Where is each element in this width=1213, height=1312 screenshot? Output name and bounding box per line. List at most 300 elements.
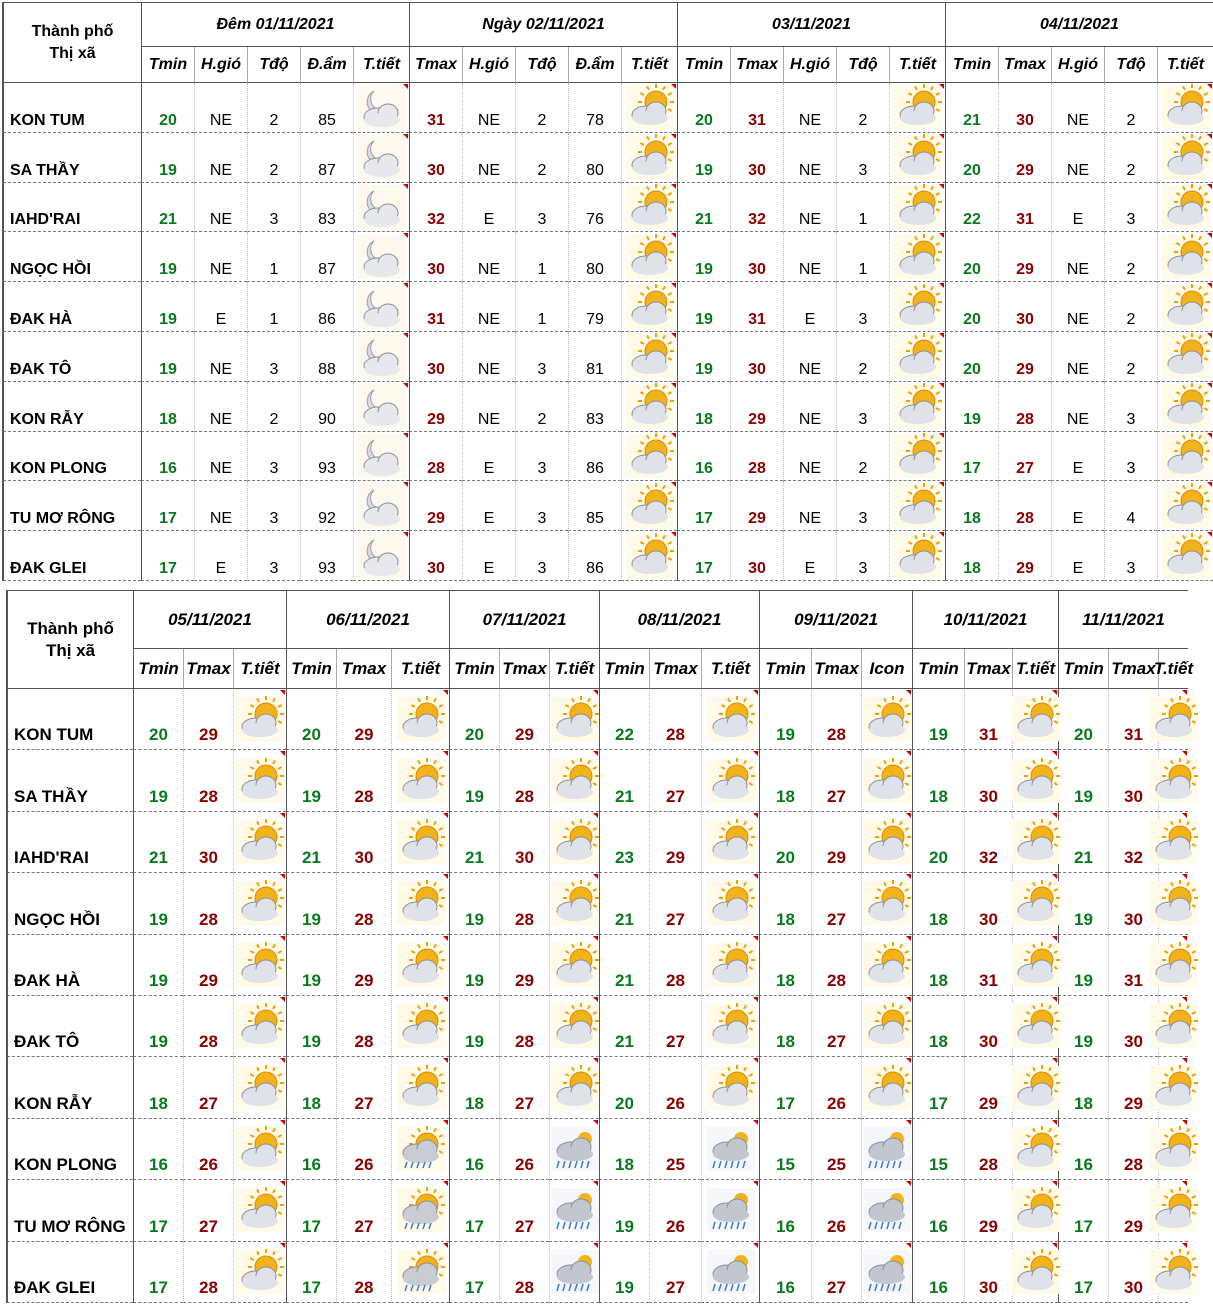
tmax-value: 29 bbox=[183, 935, 233, 996]
sun-cloud-icon bbox=[1162, 484, 1210, 528]
weather-icon-cell bbox=[621, 432, 677, 482]
sun-cloud-icon bbox=[1162, 334, 1210, 378]
tmax-value: 28 bbox=[964, 1119, 1012, 1180]
tmin-value: 20 bbox=[945, 332, 998, 382]
comment-marker bbox=[753, 1243, 758, 1248]
tmax-value: 28 bbox=[183, 873, 233, 934]
comment-marker bbox=[671, 184, 676, 189]
weather-icon-cell bbox=[701, 996, 759, 1057]
column-header: Tmin bbox=[286, 649, 336, 689]
value-cell: 85 bbox=[568, 481, 621, 531]
tmax-value: 27 bbox=[811, 996, 861, 1057]
tmax-value: 29 bbox=[499, 689, 549, 750]
comment-marker bbox=[939, 184, 944, 189]
weather-icon-cell bbox=[1012, 1242, 1058, 1303]
comment-marker bbox=[443, 997, 448, 1002]
sun-cloud-icon bbox=[1150, 1066, 1198, 1110]
comment-marker bbox=[1052, 813, 1057, 818]
comment-marker bbox=[403, 84, 408, 89]
tmax-value: 30 bbox=[964, 750, 1012, 811]
date-header: 11/11/2021 bbox=[1058, 591, 1188, 649]
comment-marker bbox=[1052, 997, 1057, 1002]
sun-cloud-icon bbox=[236, 820, 284, 864]
forecast-table-top bbox=[2, 2, 1213, 581]
tmin-value: 19 bbox=[133, 935, 183, 996]
weather-icon-cell bbox=[353, 432, 409, 482]
weather-icon-cell bbox=[861, 935, 912, 996]
sun-cloud-icon bbox=[626, 135, 674, 179]
value-cell: 79 bbox=[568, 282, 621, 332]
value-cell: 88 bbox=[300, 332, 353, 382]
sun-cloud-icon bbox=[863, 697, 911, 741]
comment-marker bbox=[280, 936, 285, 941]
station-name: IAHD'RAI bbox=[7, 812, 133, 873]
tmin-value: 16 bbox=[912, 1180, 964, 1241]
tmax-value: 29 bbox=[998, 133, 1051, 183]
value-cell: 83 bbox=[568, 382, 621, 432]
weather-icon-cell bbox=[1157, 531, 1213, 581]
tmin-value: 16 bbox=[133, 1119, 183, 1180]
value-cell: E bbox=[783, 282, 836, 332]
weather-icon-cell bbox=[621, 382, 677, 432]
comment-marker bbox=[1182, 936, 1187, 941]
column-header: T.tiết bbox=[1012, 649, 1058, 689]
tmin-value: 16 bbox=[286, 1119, 336, 1180]
value-cell: 3 bbox=[247, 432, 300, 482]
date-header: 06/11/2021 bbox=[286, 591, 449, 649]
tmin-value: 18 bbox=[945, 531, 998, 581]
sun-cloud-icon bbox=[236, 1004, 284, 1048]
tmax-value: 29 bbox=[998, 332, 1051, 382]
weather-icon-cell bbox=[889, 531, 945, 581]
tmax-value: 30 bbox=[964, 1242, 1012, 1303]
sun-cloud-icon bbox=[1150, 820, 1198, 864]
sun-cloud-icon bbox=[626, 185, 674, 229]
comment-marker bbox=[906, 936, 911, 941]
weather-icon-cell bbox=[233, 1180, 286, 1241]
weather-icon-cell bbox=[701, 873, 759, 934]
value-cell: 93 bbox=[300, 432, 353, 482]
tmax-value: 28 bbox=[649, 689, 701, 750]
weather-icon-cell bbox=[233, 750, 286, 811]
value-cell: NE bbox=[783, 382, 836, 432]
sun-cloud-icon bbox=[236, 1250, 284, 1294]
value-cell: NE bbox=[462, 332, 515, 382]
tmax-value: 31 bbox=[730, 282, 783, 332]
column-header: Icon bbox=[861, 649, 912, 689]
tmax-value: 27 bbox=[649, 996, 701, 1057]
weather-icon-cell bbox=[1157, 282, 1213, 332]
sun-cloud-icon bbox=[863, 943, 911, 987]
sun-cloud-icon bbox=[551, 943, 599, 987]
comment-marker bbox=[906, 1181, 911, 1186]
tmin-value: 18 bbox=[286, 1057, 336, 1118]
tmax-value: 28 bbox=[499, 750, 549, 811]
weather-icon-cell bbox=[861, 873, 912, 934]
weather-icon-cell bbox=[889, 432, 945, 482]
comment-marker bbox=[1207, 184, 1212, 189]
weather-icon-cell bbox=[701, 1119, 759, 1180]
date-header: Ngày 02/11/2021 bbox=[409, 3, 677, 47]
tmin-value: 18 bbox=[912, 750, 964, 811]
weather-icon-cell bbox=[889, 83, 945, 133]
column-header: Tđộ bbox=[1104, 47, 1157, 83]
tmax-value: 26 bbox=[336, 1119, 391, 1180]
value-cell: 3 bbox=[247, 531, 300, 581]
column-header: Đ.ẩm bbox=[300, 47, 353, 83]
value-cell: 3 bbox=[247, 332, 300, 382]
tmin-value: 21 bbox=[449, 812, 499, 873]
value-cell: NE bbox=[462, 133, 515, 183]
sun-cloud-icon bbox=[236, 943, 284, 987]
date-header: Đêm 01/11/2021 bbox=[141, 3, 409, 47]
comment-marker bbox=[403, 482, 408, 487]
weather-icon-cell bbox=[889, 282, 945, 332]
tmin-value: 18 bbox=[1058, 1057, 1108, 1118]
station-name: ĐAK TÔ bbox=[3, 332, 141, 382]
tmax-value: 29 bbox=[730, 382, 783, 432]
tmin-value: 16 bbox=[449, 1119, 499, 1180]
sun-cloud-icon bbox=[551, 1066, 599, 1110]
tmin-value: 19 bbox=[599, 1180, 649, 1241]
comment-marker bbox=[1182, 813, 1187, 818]
weather-icon-cell bbox=[353, 382, 409, 432]
value-cell: NE bbox=[783, 432, 836, 482]
comment-marker bbox=[593, 997, 598, 1002]
comment-marker bbox=[753, 874, 758, 879]
tmax-value: 27 bbox=[811, 873, 861, 934]
comment-marker bbox=[671, 532, 676, 537]
tmin-value: 19 bbox=[141, 282, 194, 332]
sun-cloud-icon bbox=[1150, 1250, 1198, 1294]
sun-cloud-icon bbox=[894, 135, 942, 179]
station-name: IAHD'RAI bbox=[3, 183, 141, 233]
tmax-value: 27 bbox=[336, 1180, 391, 1241]
tmin-value: 18 bbox=[449, 1057, 499, 1118]
comment-marker bbox=[939, 532, 944, 537]
comment-marker bbox=[906, 1243, 911, 1248]
column-header: Tmin bbox=[759, 649, 811, 689]
comment-marker bbox=[593, 813, 598, 818]
value-cell: 2 bbox=[1104, 282, 1157, 332]
comment-marker bbox=[906, 690, 911, 695]
tmin-value: 21 bbox=[599, 935, 649, 996]
tmax-value: 30 bbox=[183, 812, 233, 873]
tmin-value: 21 bbox=[677, 183, 730, 233]
weather-icon-cell bbox=[1157, 382, 1213, 432]
value-cell: NE bbox=[194, 133, 247, 183]
weather-icon-cell bbox=[1012, 873, 1058, 934]
tmax-value: 30 bbox=[730, 531, 783, 581]
comment-marker bbox=[671, 84, 676, 89]
value-cell: 3 bbox=[515, 432, 568, 482]
comment-marker bbox=[939, 333, 944, 338]
weather-icon-cell bbox=[391, 1180, 449, 1241]
sun-cloud-icon bbox=[1150, 759, 1198, 803]
tmax-value: 30 bbox=[409, 133, 462, 183]
column-header: Tmin bbox=[912, 649, 964, 689]
sun-cloud-icon bbox=[397, 943, 445, 987]
tmin-value: 19 bbox=[1058, 750, 1108, 811]
tmax-value: 31 bbox=[409, 282, 462, 332]
weather-icon-cell bbox=[701, 1180, 759, 1241]
value-cell: NE bbox=[1051, 133, 1104, 183]
header-city-line2: Thị xã bbox=[49, 44, 96, 62]
rain-icon bbox=[863, 1188, 911, 1232]
column-header: H.gió bbox=[194, 47, 247, 83]
weather-icon-cell bbox=[233, 1242, 286, 1303]
value-cell: 2 bbox=[1104, 232, 1157, 282]
tmin-value: 19 bbox=[286, 935, 336, 996]
tmin-value: 16 bbox=[759, 1180, 811, 1241]
tmin-value: 19 bbox=[1058, 996, 1108, 1057]
tmin-value: 21 bbox=[945, 83, 998, 133]
tmax-value: 30 bbox=[499, 812, 549, 873]
comment-marker bbox=[403, 383, 408, 388]
tmin-value: 18 bbox=[912, 996, 964, 1057]
comment-marker bbox=[403, 233, 408, 238]
weather-icon-cell bbox=[861, 1242, 912, 1303]
value-cell: 2 bbox=[1104, 83, 1157, 133]
comment-marker bbox=[1207, 482, 1212, 487]
column-header: T.tiết bbox=[1158, 649, 1188, 689]
value-cell: 87 bbox=[300, 232, 353, 282]
weather-icon-cell bbox=[233, 812, 286, 873]
weather-icon-cell bbox=[353, 282, 409, 332]
station-name: KON TUM bbox=[3, 83, 141, 133]
value-cell: NE bbox=[783, 83, 836, 133]
night-cloud-icon bbox=[358, 484, 406, 528]
comment-marker bbox=[671, 333, 676, 338]
comment-marker bbox=[593, 751, 598, 756]
value-cell: NE bbox=[194, 232, 247, 282]
value-cell: 2 bbox=[515, 382, 568, 432]
comment-marker bbox=[1052, 1243, 1057, 1248]
weather-icon-cell bbox=[1012, 1180, 1058, 1241]
tmax-value: 30 bbox=[964, 996, 1012, 1057]
tmax-value: 31 bbox=[998, 183, 1051, 233]
tmax-value: 28 bbox=[336, 996, 391, 1057]
weather-icon-cell bbox=[233, 873, 286, 934]
tmax-value: 27 bbox=[811, 750, 861, 811]
sun-cloud-icon bbox=[1162, 135, 1210, 179]
tmax-value: 26 bbox=[649, 1057, 701, 1118]
comment-marker bbox=[939, 433, 944, 438]
tmin-value: 21 bbox=[599, 873, 649, 934]
sun-cloud-icon bbox=[397, 1066, 445, 1110]
tmax-value: 31 bbox=[964, 689, 1012, 750]
rain-icon bbox=[707, 1127, 755, 1171]
value-cell: 2 bbox=[247, 133, 300, 183]
sun-cloud-icon bbox=[397, 1004, 445, 1048]
column-header: Tmax bbox=[499, 649, 549, 689]
sun-cloud-icon bbox=[1162, 534, 1210, 578]
value-cell: 3 bbox=[515, 531, 568, 581]
tmin-value: 20 bbox=[599, 1057, 649, 1118]
value-cell: 3 bbox=[836, 382, 889, 432]
tmax-value: 27 bbox=[811, 1242, 861, 1303]
sun-cloud-icon bbox=[236, 881, 284, 925]
sun-cloud-icon bbox=[397, 820, 445, 864]
weather-icon-cell bbox=[1012, 689, 1058, 750]
weather-icon-cell bbox=[1012, 812, 1058, 873]
comment-marker bbox=[1207, 532, 1212, 537]
sun-cloud-icon bbox=[397, 881, 445, 925]
comment-marker bbox=[593, 1120, 598, 1125]
weather-icon-cell bbox=[391, 996, 449, 1057]
tmin-value: 17 bbox=[449, 1242, 499, 1303]
sun-cloud-icon bbox=[626, 434, 674, 478]
tmin-value: 17 bbox=[133, 1180, 183, 1241]
weather-icon-cell bbox=[1157, 133, 1213, 183]
sun-cloud-icon bbox=[1162, 384, 1210, 428]
tmax-value: 27 bbox=[183, 1180, 233, 1241]
tmax-value: 29 bbox=[964, 1180, 1012, 1241]
value-cell: 2 bbox=[1104, 332, 1157, 382]
comment-marker bbox=[753, 690, 758, 695]
weather-icon-cell bbox=[861, 689, 912, 750]
tmax-value: 32 bbox=[964, 812, 1012, 873]
rain-icon bbox=[551, 1127, 599, 1171]
value-cell: 80 bbox=[568, 232, 621, 282]
station-name: NGỌC HỒI bbox=[3, 232, 141, 282]
weather-icon-cell bbox=[889, 382, 945, 432]
sun-cloud-icon bbox=[894, 534, 942, 578]
weather-icon-cell bbox=[391, 812, 449, 873]
rain-icon bbox=[863, 1127, 911, 1171]
sun-cloud-icon bbox=[551, 697, 599, 741]
value-cell: E bbox=[783, 531, 836, 581]
tmax-value: 27 bbox=[649, 750, 701, 811]
tmax-value: 30 bbox=[1108, 873, 1158, 934]
weather-icon-cell bbox=[1158, 1242, 1188, 1303]
tmax-value: 29 bbox=[964, 1057, 1012, 1118]
weather-icon-cell bbox=[1158, 935, 1188, 996]
column-header: T.tiết bbox=[353, 47, 409, 83]
tmin-value: 20 bbox=[912, 812, 964, 873]
sun-cloud-icon bbox=[1012, 1004, 1060, 1048]
sun-cloud-icon bbox=[1012, 820, 1060, 864]
tmax-value: 26 bbox=[499, 1119, 549, 1180]
tmax-value: 25 bbox=[649, 1119, 701, 1180]
tmin-value: 20 bbox=[759, 812, 811, 873]
comment-marker bbox=[939, 134, 944, 139]
value-cell: 90 bbox=[300, 382, 353, 432]
sun-cloud-icon bbox=[863, 1004, 911, 1048]
comment-marker bbox=[1052, 936, 1057, 941]
weather-icon-cell bbox=[391, 873, 449, 934]
value-cell: 2 bbox=[836, 332, 889, 382]
value-cell: 2 bbox=[515, 83, 568, 133]
comment-marker bbox=[593, 690, 598, 695]
value-cell: 92 bbox=[300, 481, 353, 531]
tmin-value: 19 bbox=[677, 232, 730, 282]
sun-cloud-icon bbox=[626, 285, 674, 329]
station-name: NGỌC HỒI bbox=[7, 873, 133, 934]
column-header: Đ.ẩm bbox=[568, 47, 621, 83]
column-header: Tmin bbox=[1058, 649, 1108, 689]
sun-cloud-icon bbox=[894, 484, 942, 528]
comment-marker bbox=[1207, 433, 1212, 438]
tmax-value: 29 bbox=[1108, 1180, 1158, 1241]
tmin-value: 17 bbox=[912, 1057, 964, 1118]
value-cell: NE bbox=[783, 183, 836, 233]
comment-marker bbox=[939, 383, 944, 388]
column-header: Tmin bbox=[599, 649, 649, 689]
sun-rain-icon bbox=[397, 1127, 445, 1171]
value-cell: NE bbox=[1051, 382, 1104, 432]
comment-marker bbox=[443, 874, 448, 879]
tmax-value: 28 bbox=[499, 873, 549, 934]
comment-marker bbox=[1207, 383, 1212, 388]
tmin-value: 20 bbox=[133, 689, 183, 750]
tmax-value: 30 bbox=[730, 133, 783, 183]
tmax-value: 28 bbox=[336, 1242, 391, 1303]
value-cell: 2 bbox=[1104, 133, 1157, 183]
comment-marker bbox=[443, 751, 448, 756]
sun-cloud-icon bbox=[1162, 85, 1210, 129]
weather-icon-cell bbox=[549, 1180, 599, 1241]
tmin-value: 19 bbox=[912, 689, 964, 750]
weather-icon-cell bbox=[621, 481, 677, 531]
column-header: Tđộ bbox=[836, 47, 889, 83]
station-name: KON RẪY bbox=[3, 382, 141, 432]
tmin-value: 15 bbox=[912, 1119, 964, 1180]
sun-cloud-icon bbox=[707, 820, 755, 864]
value-cell: 3 bbox=[247, 481, 300, 531]
comment-marker bbox=[280, 1120, 285, 1125]
tmin-value: 20 bbox=[141, 83, 194, 133]
rain-icon bbox=[863, 1250, 911, 1294]
value-cell: 3 bbox=[247, 183, 300, 233]
weather-icon-cell bbox=[1158, 1119, 1188, 1180]
weather-icon-cell bbox=[549, 1119, 599, 1180]
sun-cloud-icon bbox=[707, 943, 755, 987]
tmax-value: 26 bbox=[811, 1057, 861, 1118]
value-cell: NE bbox=[194, 332, 247, 382]
weather-icon-cell bbox=[701, 812, 759, 873]
tmax-value: 31 bbox=[730, 83, 783, 133]
weather-icon-cell bbox=[621, 332, 677, 382]
tmin-value: 17 bbox=[449, 1180, 499, 1241]
tmax-value: 31 bbox=[964, 935, 1012, 996]
value-cell: E bbox=[462, 432, 515, 482]
weather-icon-cell bbox=[391, 689, 449, 750]
sun-cloud-icon bbox=[1012, 1066, 1060, 1110]
tmin-value: 21 bbox=[141, 183, 194, 233]
comment-marker bbox=[753, 1181, 758, 1186]
weather-icon-cell bbox=[1158, 1057, 1188, 1118]
comment-marker bbox=[593, 1181, 598, 1186]
weather-icon-cell bbox=[1157, 332, 1213, 382]
sun-cloud-icon bbox=[894, 384, 942, 428]
tmin-value: 16 bbox=[677, 432, 730, 482]
column-header: Tmax bbox=[183, 649, 233, 689]
value-cell: 86 bbox=[568, 432, 621, 482]
tmax-value: 32 bbox=[730, 183, 783, 233]
tmax-value: 30 bbox=[409, 232, 462, 282]
tmax-value: 28 bbox=[730, 432, 783, 482]
tmax-value: 28 bbox=[499, 996, 549, 1057]
date-header: 07/11/2021 bbox=[449, 591, 599, 649]
value-cell: E bbox=[1051, 531, 1104, 581]
column-header: Tmax bbox=[1108, 649, 1158, 689]
tmax-value: 29 bbox=[409, 382, 462, 432]
tmin-value: 19 bbox=[286, 996, 336, 1057]
tmin-value: 19 bbox=[133, 873, 183, 934]
weather-icon-cell bbox=[861, 812, 912, 873]
sun-cloud-icon bbox=[894, 85, 942, 129]
